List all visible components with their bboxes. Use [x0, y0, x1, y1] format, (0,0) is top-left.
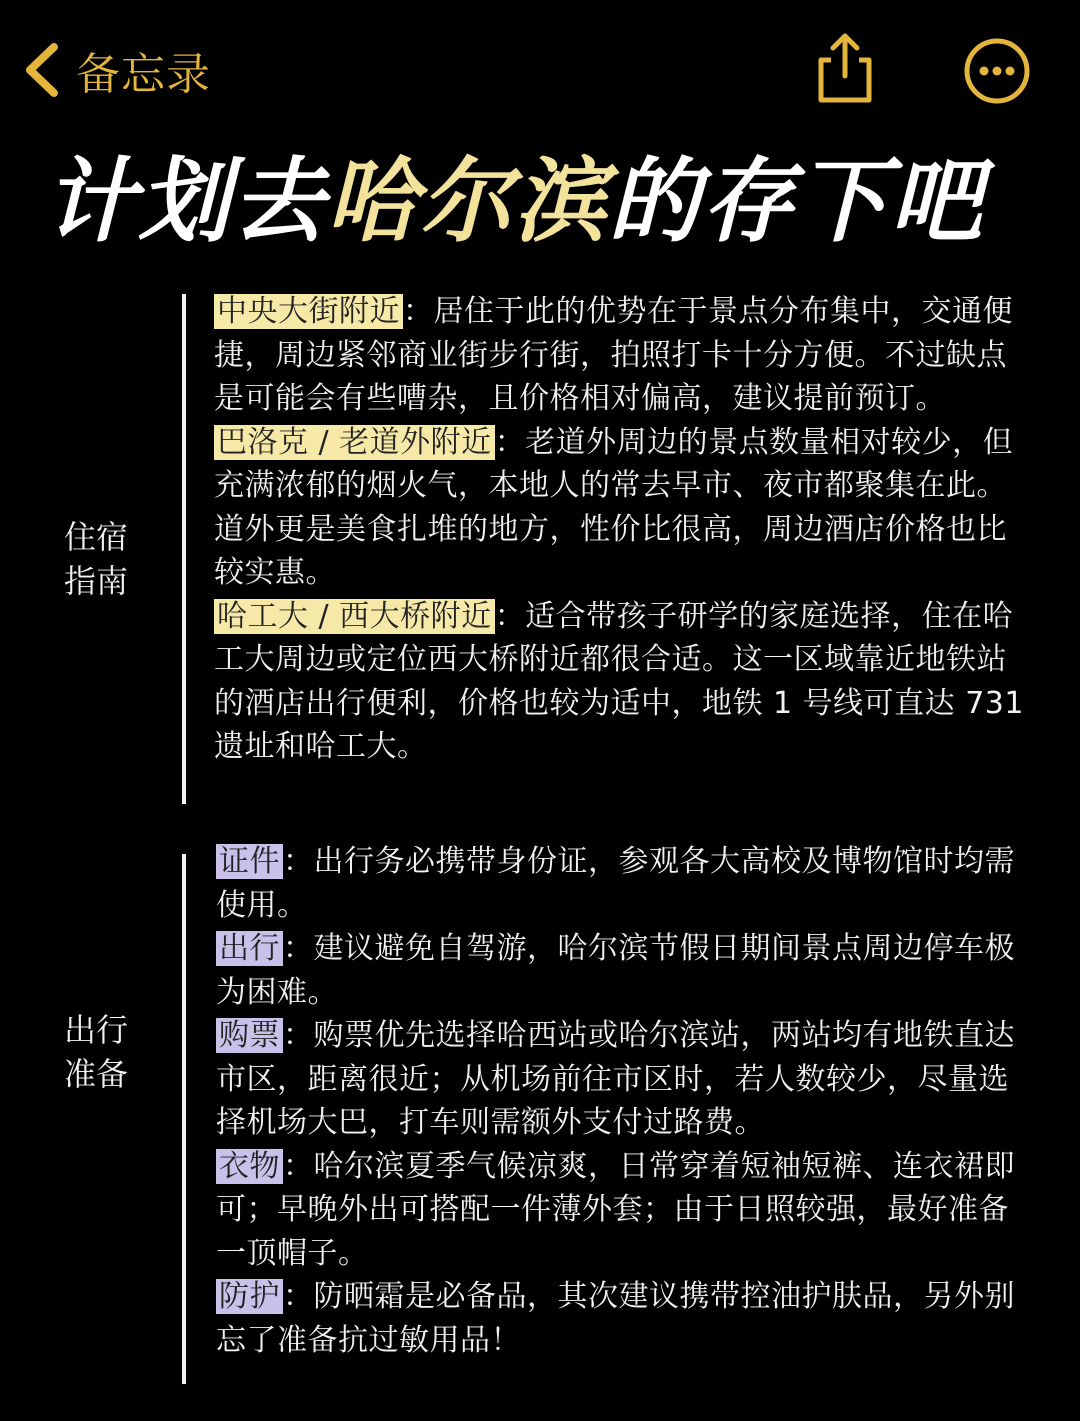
prep-text: ：哈尔滨夏季气候凉爽，日常穿着短袖短裤、连衣裙即可；早晚外出可搭配一件薄外套；由于日照较强，最好准备一顶帽子。 [216, 1148, 1015, 1271]
share-button[interactable] [813, 30, 877, 104]
lodging-label-line1: 住宿 [64, 518, 129, 556]
preparation-divider [182, 854, 186, 1384]
lodging-text: ：居住于此的优势在于景点分布集中，交通便捷，周边紧邻商业街步行街，拍照打卡十分方便。不过缺点是可能会有些嘈杂，且价格相对偏高，建议提前预订。 [214, 294, 1013, 416]
prep-text: ：购票优先选择哈西站或哈尔滨站，两站均有地铁直达市区，距离很近；从机场前往市区时，若人数较少，尽量选择机场大巴，打车则需额外支付过路费。 [216, 1018, 1015, 1140]
title-prefix: 计划去 [44, 148, 327, 255]
preparation-section-label [64, 1008, 144, 1096]
more-icon [962, 91, 1032, 110]
prep-item [216, 1275, 1026, 1362]
chevron-left-icon [22, 41, 62, 99]
lodging-section-label [64, 515, 144, 603]
prep-text: ：出行务必携带身份证，参观各大高校及博物馆时均需使用。 [216, 844, 1015, 923]
share-icon [813, 89, 877, 108]
lodging-section [0, 290, 1080, 805]
lodging-label-line2: 指南 [64, 562, 129, 600]
lodging-divider [182, 294, 186, 804]
lodging-text: ：适合带孩子研学的家庭选择，住在哈工大周边或定位西大桥附近都很合适。这一区域靠近地铁站的酒店出行便利，价格也较为适中，地铁 1 号线可直达 731 遗址和哈工大。 [214, 598, 1024, 764]
preparation-section [0, 840, 1080, 1385]
title-highlight: 哈尔滨 [326, 148, 609, 255]
more-options-button[interactable] [962, 36, 1032, 106]
back-label: 备忘录 [76, 49, 211, 100]
prep-item [216, 1014, 1026, 1145]
prep-tag: 防护 [216, 1279, 283, 1314]
back-button[interactable] [22, 40, 262, 100]
lodging-text: ：老道外周边的景点数量相对较少，但充满浓郁的烟火气，本地人的常去早市、夜市都聚集在此。道外更是美食扎堆的地方，性价比很高，周边酒店价格也比较实惠。 [214, 424, 1014, 590]
lodging-item [214, 290, 1024, 421]
prep-item [216, 840, 1026, 927]
prep-item [216, 927, 1026, 1014]
lodging-tag: 巴洛克 / 老道外附近 [214, 425, 495, 460]
prep-text: ：防晒霜是必备品，其次建议携带控油护肤品，另外别忘了准备抗过敏用品！ [216, 1279, 1015, 1358]
prep-label-line2: 准备 [64, 1055, 129, 1093]
page-title [44, 128, 1074, 255]
prep-label-line1: 出行 [64, 1011, 129, 1049]
preparation-content [216, 840, 1026, 1362]
prep-text: ：建议避免自驾游，哈尔滨节假日期间景点周边停车极为困难。 [216, 931, 1015, 1010]
lodging-tag: 中央大街附近 [214, 294, 403, 329]
lodging-content [214, 290, 1024, 769]
prep-tag: 证件 [216, 844, 283, 879]
title-suffix: 的存下吧 [608, 148, 985, 255]
prep-tag: 衣物 [216, 1149, 283, 1184]
prep-item [216, 1145, 1026, 1276]
lodging-item [214, 595, 1024, 769]
lodging-tag: 哈工大 / 西大桥附近 [214, 599, 495, 634]
top-navigation-bar [0, 0, 1080, 130]
prep-tag: 出行 [216, 931, 283, 966]
lodging-item [214, 421, 1024, 595]
prep-tag: 购票 [216, 1018, 283, 1053]
